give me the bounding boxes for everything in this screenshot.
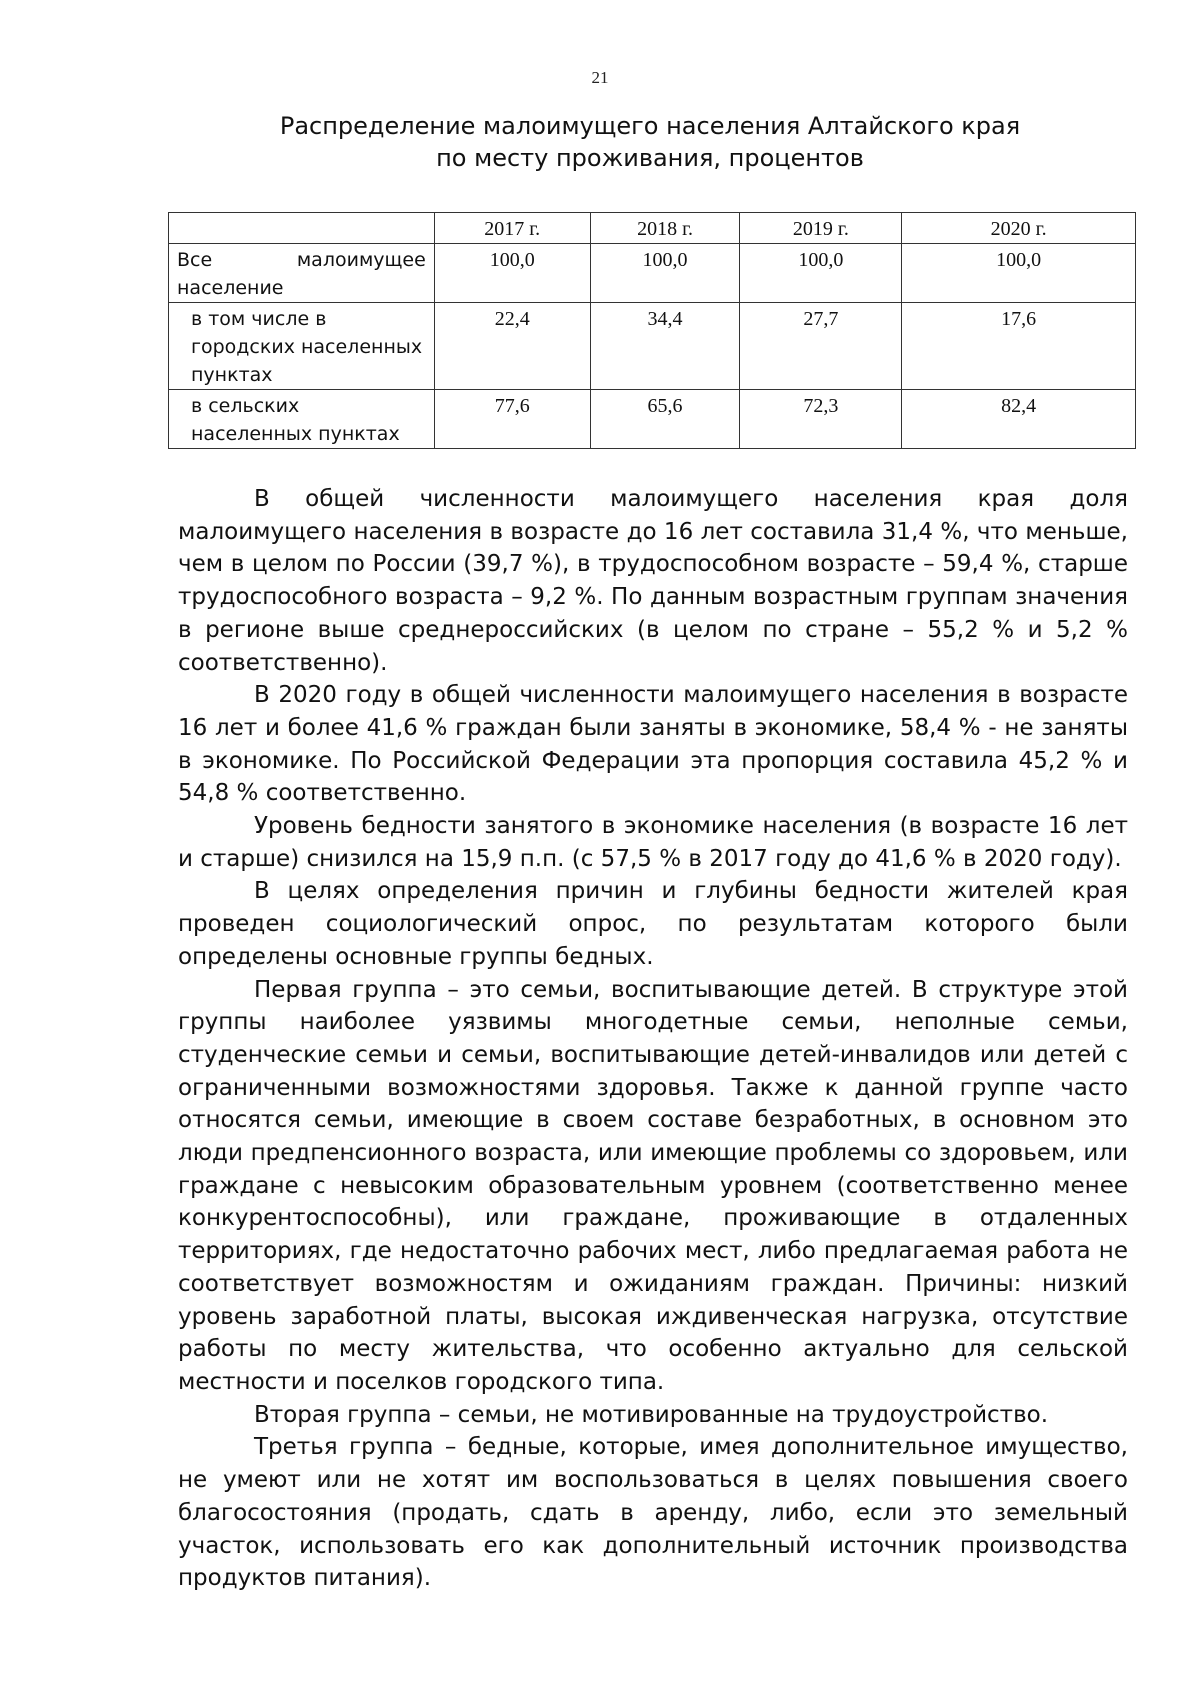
header-cell-2018: 2018 г. (590, 213, 740, 244)
cell-urban-2020: 17,6 (902, 303, 1136, 390)
row-label-rural: в сельских населенных пунктах (169, 390, 435, 449)
table-row (169, 244, 1136, 303)
row-label-total: Все малоимущее население (169, 244, 435, 303)
poverty-distribution-table (168, 212, 1136, 449)
cell-total-2018: 100,0 (590, 244, 740, 303)
cell-total-2019: 100,0 (740, 244, 902, 303)
cell-urban-2019: 27,7 (740, 303, 902, 390)
cell-rural-2018: 65,6 (590, 390, 740, 449)
table-header-row (169, 213, 1136, 244)
paragraph-poverty-level: Уровень бедности занятого в экономике населения (в возрасте 16 лет и старше) снизился на 15,9 п.п. (с 57,5 % в 2017 году до 41,6 % в 2020 году). (178, 813, 1128, 872)
cell-urban-2018: 34,4 (590, 303, 740, 390)
header-cell-2020: 2020 г. (902, 213, 1136, 244)
row-label-urban: в том числе в городских населенных пунктах (169, 303, 435, 390)
table-row (169, 390, 1136, 449)
table-title-line-1: Распределение малоимущего населения Алтайского края (279, 112, 1021, 140)
cell-rural-2019: 72,3 (740, 390, 902, 449)
cell-total-2017: 100,0 (434, 244, 590, 303)
cell-urban-2017: 22,4 (434, 303, 590, 390)
cell-total-2020: 100,0 (902, 244, 1136, 303)
paragraph-second-group: Вторая группа – семьи, не мотивированные на трудоустройство. (254, 1401, 1049, 1428)
header-cell-2019: 2019 г. (740, 213, 902, 244)
header-cell-empty (169, 213, 435, 244)
paragraph-first-group: Первая группа – это семьи, воспитывающие детей. В структуре этой группы наиболее уязвимы многодетные семьи, неполные семьи, студенческие семьи и семьи, воспитывающие детей-инвалидов или детей с ограниченными возможностями здоровья. Также к данной группе часто относятся семьи, имеющие в своем составе безработных, в основном это люди предпенсионного возраста, или имеющие проблемы со здоровьем, или граждане с невысоким образовательным уровнем (соответственно менее конкурентоспособны), или граждане, проживающие в отдаленных территориях, где недостаточно рабочих мест, либо предлагаемая работа не соответствует возможностям и ожиданиям граждан. Причины: низкий уровень заработной платы, высокая иждивенческая нагрузка, отсутствие работы по месту жительства, что особенно актуально для сельской местности и поселков городского типа. (178, 976, 1128, 1395)
cell-rural-2017: 77,6 (434, 390, 590, 449)
header-cell-2017: 2017 г. (434, 213, 590, 244)
paragraph-employment: В 2020 году в общей численности малоимущего населения в возрасте 16 лет и более 41,6 % граждан были заняты в экономике, 58,4 % - не заняты в экономике. По Российской Федерации эта пропорция составила 45,2 % и 54,8 % соответственно. (178, 682, 1128, 807)
table-row (169, 303, 1136, 390)
paragraph-third-group: Третья группа – бедные, которые, имея дополнительное имущество, не умеют или не хотят им воспользоваться в целях повышения своего благосостояния (продать, сдать в аренду, либо, если это земельный участок, использовать его как дополнительный источник производства продуктов питания). (178, 1434, 1128, 1592)
paragraph-age-groups: В общей численности малоимущего населения края доля малоимущего населения в возрасте до 16 лет составила 31,4 %, что меньше, чем в целом по России (39,7 %), в трудоспособном возрасте – 59,4 %, старше трудоспособного возраста – 9,2 %. По данным возрастным группам значения в регионе выше среднероссийских (в целом по стране – 55,2 % и 5,2 % соответственно). (178, 486, 1128, 676)
table-title-line-2: по месту проживания, процентов (436, 144, 864, 172)
page-number: 21 (591, 68, 609, 87)
body-text (178, 483, 1128, 1595)
cell-rural-2020: 82,4 (902, 390, 1136, 449)
table-title (170, 110, 1130, 174)
paragraph-survey: В целях определения причин и глубины бедности жителей края проведен социологический опрос, по результатам которого были определены основные группы бедных. (178, 878, 1128, 970)
